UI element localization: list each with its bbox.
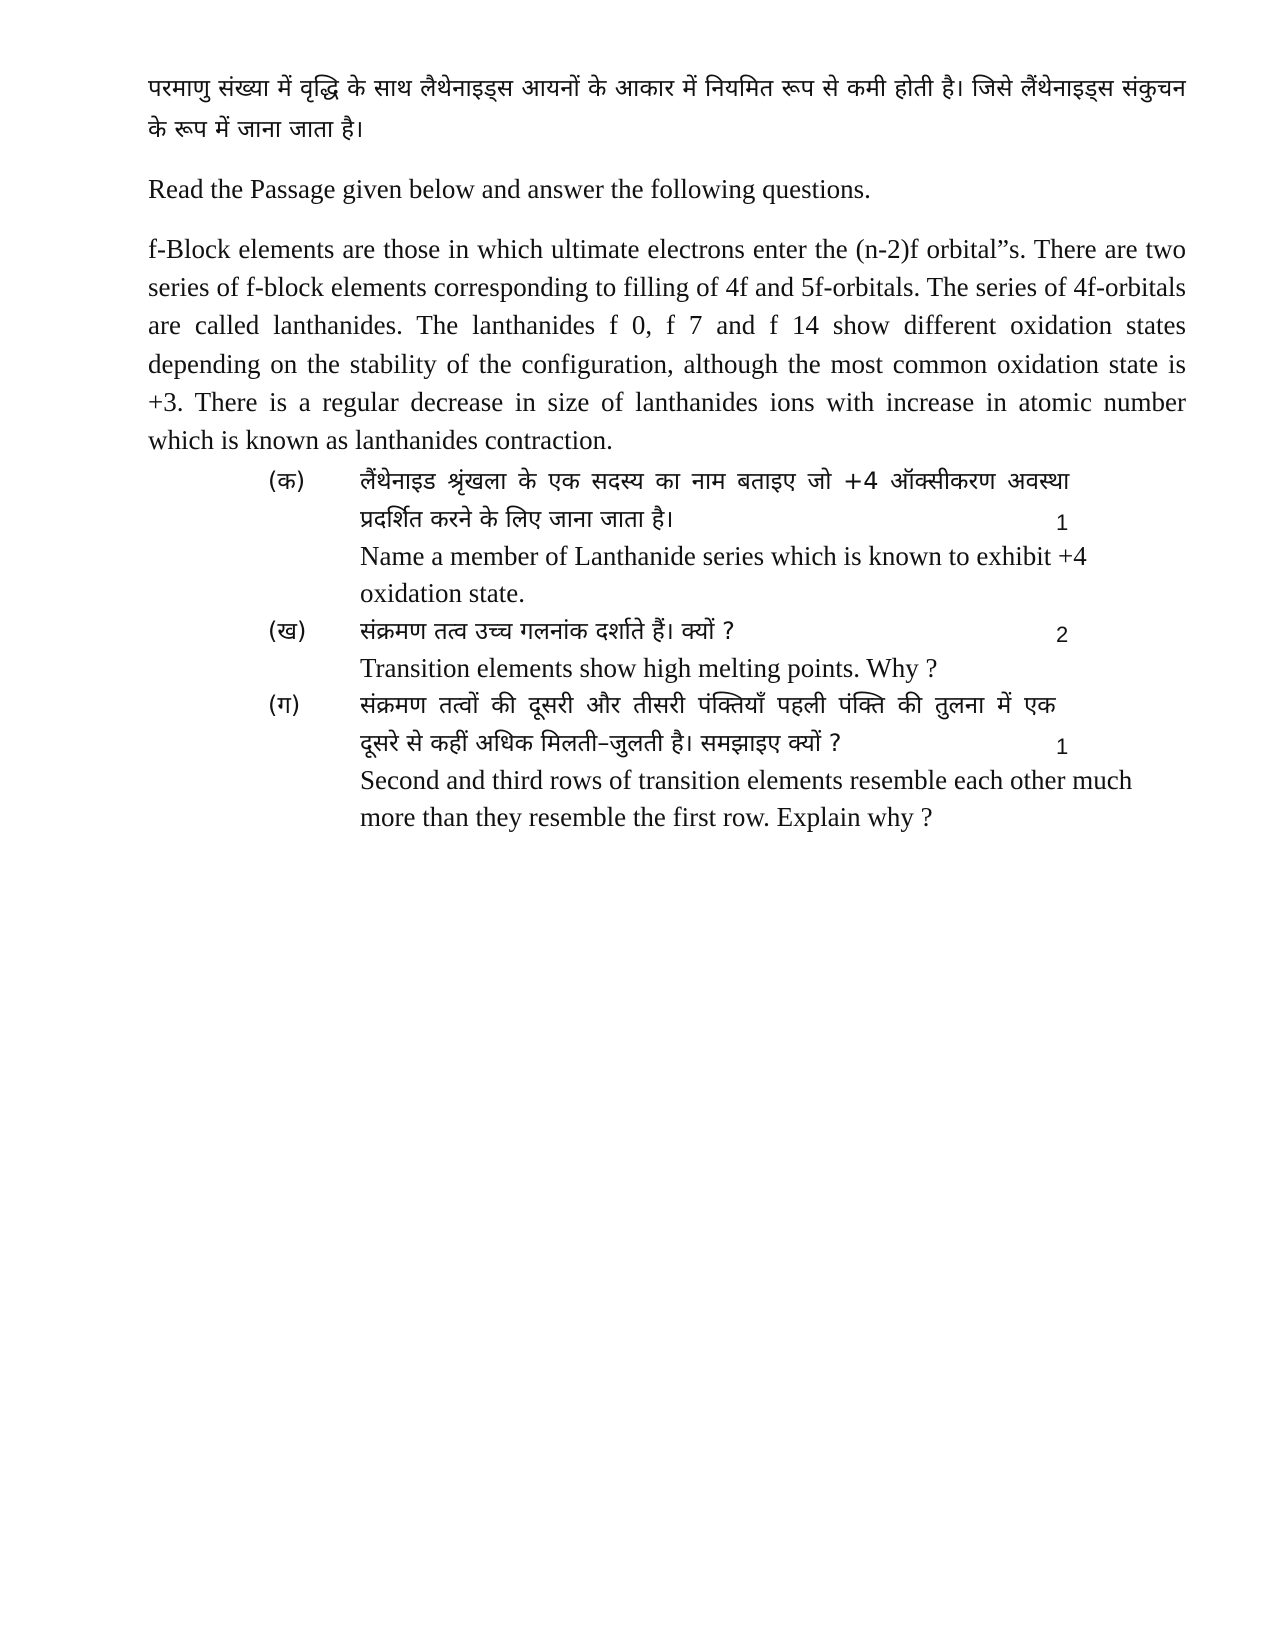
question-hindi-text: संक्रमण तत्व उच्च गलनांक दर्शाते हैं। क्यों ?: [360, 617, 735, 645]
question-hindi-line: लैंथेनाइड श्रृंखला के एक सदस्य का नाम बताइए जो +4 ऑक्सीकरण अवस्था: [360, 467, 1070, 495]
question-english-line: Transition elements show high melting points. Why ?: [360, 653, 938, 683]
question-label: (क): [268, 467, 306, 495]
question-marks: 1: [1056, 734, 1069, 759]
passage-paragraph: f-Block elements are those in which ultimate electrons enter the (n-2)f orbital”s. There are two series of f-block elements corresponding to filling of 4f and 5f-orbitals. The series of 4f-orbitals are called lanthanides. The lanthanides f 0, f 7 and f 14 show different oxidation states depending on the stability of the configuration, although the most common oxidation state is +3. There is a regular decrease in size of lanthanides ions with increase in atomic number which is known as lanthanides contraction.: [148, 234, 1186, 456]
question-hindi-text: प्रदर्शित करने के लिए जाना जाता है।: [360, 505, 674, 533]
passage-instruction: Read the Passage given below and answer the following questions.: [148, 174, 871, 204]
question-label: (ग): [268, 691, 301, 719]
question-body: [360, 462, 1188, 612]
question-hindi-line: [360, 612, 1188, 650]
question-marks: 2: [1056, 622, 1069, 647]
intro-hindi-paragraph: परमाणु संख्या में वृद्धि के साथ लैथेनाइड्स आयनों के आकार में नियमित रूप से कमी होती है। जिसे लैंथेनाइड्स संकुचन के रूप में जाना जाता है।: [148, 74, 1186, 143]
question-english-line: more than they resemble the first row. Explain why ?: [360, 802, 933, 832]
question-label: (ख): [268, 617, 307, 645]
question-hindi-line: संक्रमण तत्वों की दूसरी और तीसरी पंक्तियाँ पहली पंक्ति की तुलना में एक: [360, 691, 1056, 719]
question-body: [360, 612, 1188, 687]
question-english-line: Name a member of Lanthanide series which is known to exhibit +4: [360, 541, 1087, 571]
question-body: [360, 686, 1188, 836]
question-hindi-line: [360, 724, 1188, 762]
question-hindi-line: [360, 500, 1188, 538]
question-hindi-text: दूसरे से कहीं अधिक मिलती–जुलती है। समझाइए क्यों ?: [360, 729, 842, 757]
question-english-line: oxidation state.: [360, 578, 525, 608]
question-marks: 1: [1056, 510, 1069, 535]
question-english-line: Second and third rows of transition elements resemble each other much: [360, 765, 1133, 795]
